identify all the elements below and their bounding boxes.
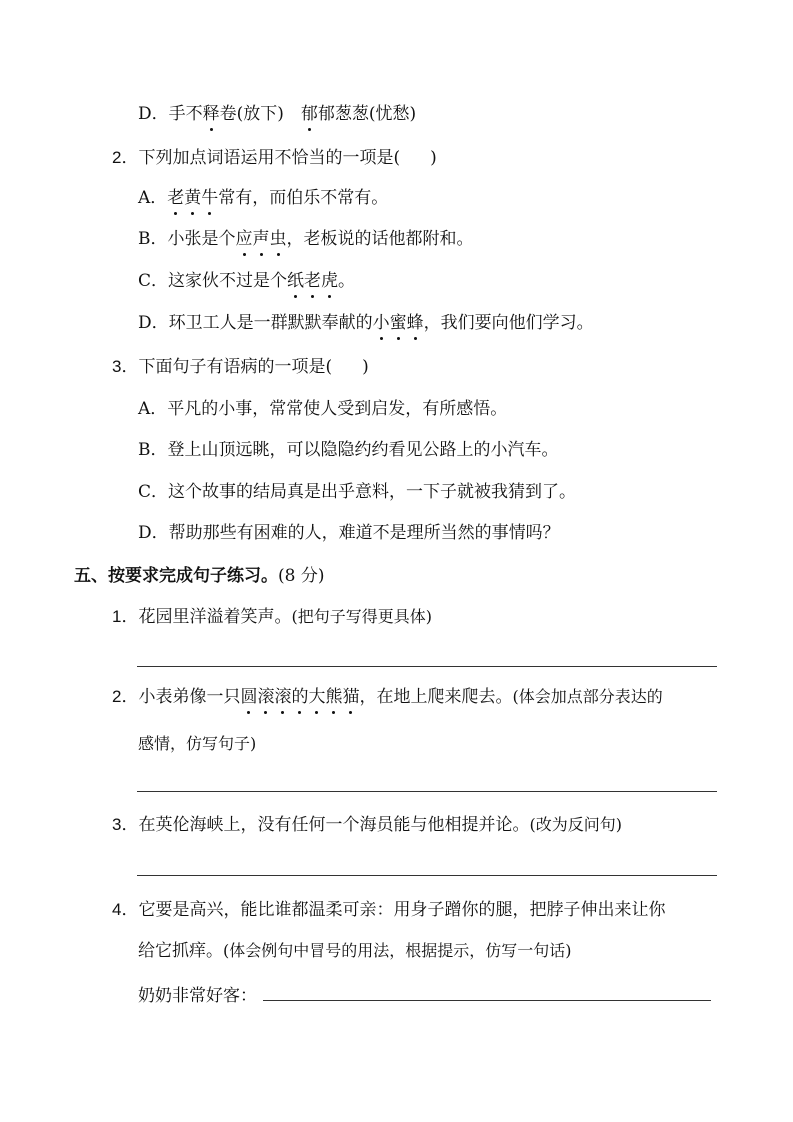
question-number: 3． [112,815,139,834]
option-letter: D． [138,104,169,124]
question-3-stem: 3．下面句子有语病的一项是( ) [112,357,369,377]
instruction-note: (体会加点部分表达的 [512,687,663,706]
prompt-label: 奶奶非常好客： [138,986,257,1006]
instruction-note: (体会例句中冒号的用法，根据提示，仿写一句话) [223,941,572,960]
instruction-note: (把句子写得更具体) [291,607,432,626]
q2-option-c: C．这家伙不过是个纸老虎。 [138,271,356,291]
sentence-4-cont: 给它抓痒。(体会例句中冒号的用法，根据提示，仿写一句话) [138,941,572,961]
sentence-2-note-cont: 感情，仿写句子) [138,734,257,753]
dotted-char: 牛 [201,188,219,208]
q2-option-d: D．环卫工人是一群默默奉献的小蜜蜂，我们要向他们学习。 [138,313,594,333]
dotted-char: 老 [167,188,185,208]
question-number: 2． [112,687,139,706]
answer-line-2[interactable] [137,791,717,792]
answer-line-1[interactable] [137,666,717,667]
question-number: 3． [112,357,139,376]
section-5-heading [74,565,324,587]
dotted-char: 蜜 [389,313,407,333]
prev-option-d: D．手不释卷(放下) 郁郁葱葱(忧愁) [138,104,417,124]
dotted-char: 声 [252,229,270,249]
dotted-char: 大 [308,687,326,707]
sentence-3: 3．在英伦海峡上，没有任何一个海员能与他相提并论。(改为反问句) [112,815,622,835]
dotted-char: 小 [372,313,390,333]
dotted-char: 郁 [300,104,318,124]
sentence-1: 1．花园里洋溢着笑声。(把句子写得更具体) [112,607,432,627]
question-number: 4． [112,900,139,919]
dotted-char: 滚 [274,687,292,707]
q3-option-a: A．平凡的小事，常常使人受到启发，有所感悟。 [138,399,508,419]
q3-option-d: D．帮助那些有困难的人，难道不是理所当然的事情吗？ [138,523,560,543]
dotted-char: 滚 [257,687,275,707]
dotted-char: 黄 [184,188,202,208]
question-number: 1． [112,607,139,626]
q2-option-b: B．小张是个应声虫，老板说的话他都附和。 [138,229,474,249]
instruction-note: (改为反问句) [529,815,622,834]
dotted-char: 的 [291,687,309,707]
sentence-4-prompt [138,982,711,1007]
section-score: (8 分) [278,566,325,586]
question-2-stem: 2．下列加点词语运用不恰当的一项是( ) [112,148,437,168]
dotted-char: 释 [202,104,220,124]
q2-option-a: A．老黄牛常有，而伯乐不常有。 [138,188,389,208]
q3-option-b: B．登上山顶远眺，可以隐隐约约看见公路上的小汽车。 [138,440,559,460]
sentence-4: 4．它要是高兴，能比谁都温柔可亲：用身子蹭你的腿，把脖子伸出来让你 [112,900,666,920]
dotted-char: 蜂 [406,313,424,333]
dotted-char: 猫 [342,687,360,707]
answer-line-4[interactable] [263,982,711,1001]
dotted-char: 老 [304,271,322,291]
dotted-char: 虫 [269,229,287,249]
sentence-2: 2．小表弟像一只圆滚滚的大熊猫，在地上爬来爬去。(体会加点部分表达的 [112,687,663,707]
dotted-char: 应 [235,229,253,249]
dotted-char: 圆 [240,687,258,707]
question-number: 2． [112,148,139,167]
dotted-char: 虎 [321,271,339,291]
answer-line-3[interactable] [137,875,717,876]
dotted-char: 纸 [287,271,305,291]
section-title: 五、按要求完成句子练习。 [74,566,278,586]
q3-option-c: C．这个故事的结局真是出乎意料，一下子就被我猜到了。 [138,482,577,502]
dotted-char: 熊 [325,687,343,707]
